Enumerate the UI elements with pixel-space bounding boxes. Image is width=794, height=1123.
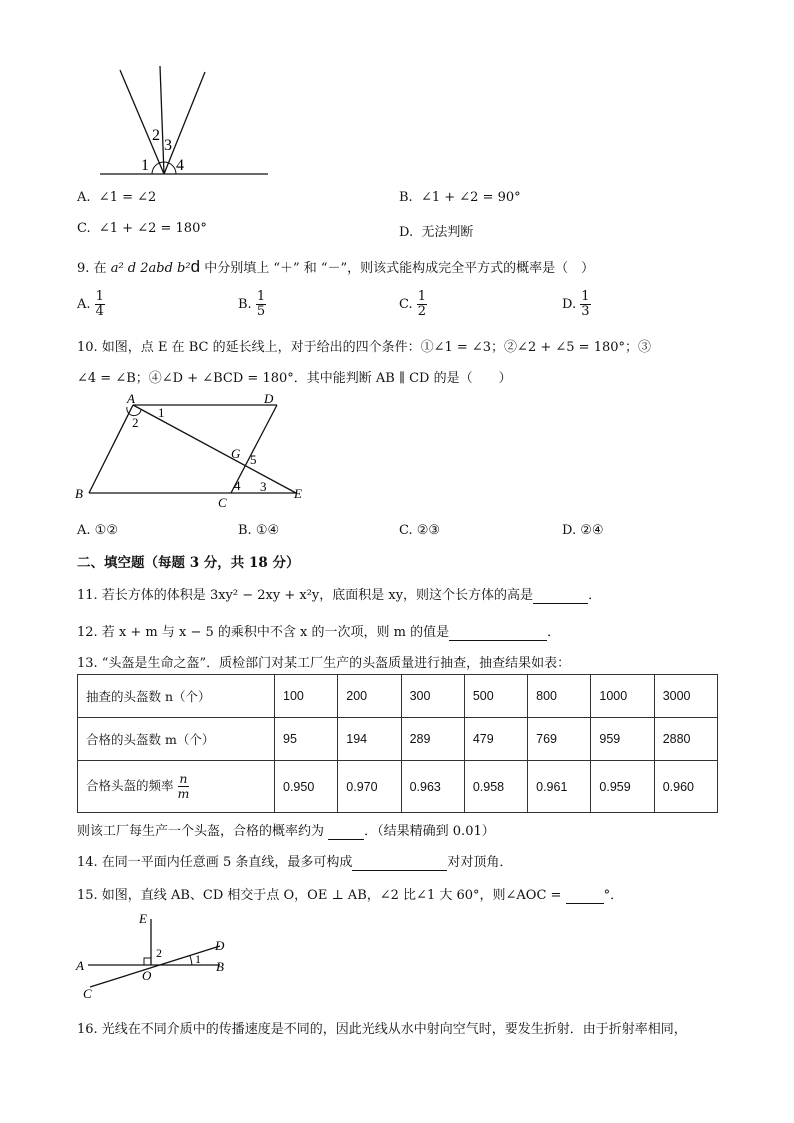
table-cell: 479 — [464, 718, 527, 761]
table-cell: 194 — [338, 718, 401, 761]
fig10-label-1: 1 — [158, 405, 165, 420]
q9-box-symbol: d — [190, 257, 201, 276]
table-row — [78, 675, 718, 718]
fig15-label-C: C — [83, 986, 92, 1001]
q10-option-d[interactable]: D. ②④ — [562, 523, 604, 538]
table-cell: 95 — [275, 718, 338, 761]
question-15: 15. 如图，直线 AB、CD 相交于点 O，OE ⊥ AB，∠2 比∠1 大 60°，则∠AOC = °． — [77, 888, 624, 903]
table-cell: 0.963 — [401, 761, 464, 813]
q12-answer-blank[interactable] — [449, 625, 547, 641]
fig10-label-C: C — [218, 495, 227, 510]
q10-option-b[interactable]: B. ①④ — [238, 523, 280, 538]
fig8-label-4: 4 — [176, 157, 184, 174]
q14-answer-blank[interactable] — [352, 855, 447, 871]
table-row-label: 抽查的头盔数 n（个） — [78, 675, 275, 718]
q9-option-c[interactable]: C. $\frac{1}{2}$ — [399, 289, 427, 319]
question-12: 12. 若 x + m 与 x − 5 的乘积中不含 x 的一次项，则 m 的值是 ． — [77, 625, 561, 640]
fig8-label-2: 2 — [152, 127, 160, 144]
fig15-label-E: E — [139, 911, 147, 926]
table-row — [78, 761, 718, 813]
fig10-label-4: 4 — [234, 478, 241, 493]
fig15-label-2: 2 — [156, 946, 162, 960]
question-16: 16. 光线在不同介质中的传播速度是不同的，因此光线从水中射向空气时，要发生折射．由于折射率相同， — [77, 1022, 687, 1037]
table-cell: 959 — [591, 718, 654, 761]
table-cell: 0.959 — [591, 761, 654, 813]
fig10-label-5: 5 — [250, 452, 257, 467]
q9-option-d[interactable]: D. $\frac{1}{3}$ — [562, 289, 590, 319]
q8-option-b[interactable]: B. ∠1 + ∠2 = 90° — [399, 190, 521, 205]
question-9-stem: 9. 在 a² d 2abd b²d 中分别填上 “＋” 和 “－”，则该式能构成完全平方式的概率是（ ） — [77, 257, 595, 276]
table-cell: 1000 — [591, 675, 654, 718]
question-10-line-2: ∠4 = ∠B；④∠D + ∠BCD = 180°．其中能判断 AB ∥ CD 的是（ ） — [77, 371, 512, 386]
angle-figure-q8 — [100, 66, 275, 178]
fig15-label-D: D — [215, 938, 225, 953]
fig10-label-A: A — [127, 391, 135, 406]
table-row-label: 合格头盔的频率 $\frac{n}{m}$ — [78, 761, 275, 813]
q15-answer-blank[interactable] — [566, 888, 604, 904]
q9-option-a[interactable]: A. $\frac{1}{4}$ — [77, 289, 104, 319]
q13-answer-blank[interactable] — [328, 824, 364, 840]
q8-option-a[interactable]: A. ∠1 = ∠2 — [77, 190, 157, 205]
fig10-label-D: D — [264, 391, 274, 406]
fig15-label-O: O — [142, 968, 152, 983]
q8-option-d[interactable]: D. 无法判断 — [399, 225, 474, 240]
table-cell: 2880 — [654, 718, 717, 761]
table-cell: 0.958 — [464, 761, 527, 813]
question-13-followup: 则该工厂每生产一个头盔，合格的概率约为 ．（结果精确到 0.01） — [77, 824, 495, 839]
fig10-label-2: 2 — [132, 415, 139, 430]
fig15-label-B: B — [216, 959, 224, 974]
table-cell: 300 — [401, 675, 464, 718]
table-row — [78, 718, 718, 761]
q11-answer-blank[interactable] — [533, 588, 588, 604]
table-cell: 0.970 — [338, 761, 401, 813]
parallelogram-figure-q10 — [70, 390, 315, 515]
table-cell: 0.961 — [528, 761, 591, 813]
table-cell: 800 — [528, 675, 591, 718]
q8-option-c[interactable]: C. ∠1 + ∠2 = 180° — [77, 221, 207, 236]
fig10-label-3: 3 — [260, 479, 267, 494]
table-cell: 3000 — [654, 675, 717, 718]
table-cell: 289 — [401, 718, 464, 761]
table-cell: 0.960 — [654, 761, 717, 813]
question-11: 11. 若长方体的体积是 3xy² − 2xy + x²y，底面积是 xy，则这个长方体的高是 ． — [77, 588, 602, 603]
table-row-label: 合格的头盔数 m（个） — [78, 718, 275, 761]
q9-option-b[interactable]: B. $\frac{1}{5}$ — [238, 289, 266, 319]
fig8-label-3: 3 — [164, 137, 172, 154]
section-2-heading: 二、填空题（每题 3 分，共 18 分） — [77, 555, 300, 571]
fig10-label-E: E — [294, 486, 302, 501]
fig15-label-1: 1 — [195, 952, 201, 966]
table-cell: 200 — [338, 675, 401, 718]
table-cell: 100 — [275, 675, 338, 718]
fig15-label-A: A — [76, 958, 84, 973]
question-14: 14. 在同一平面内任意画 5 条直线，最多可构成 对对顶角． — [77, 855, 513, 870]
table-cell: 0.950 — [275, 761, 338, 813]
table-cell: 769 — [528, 718, 591, 761]
fig10-label-B: B — [75, 486, 83, 501]
question-10-line-1: 10. 如图，点 E 在 BC 的延长线上，对于给出的四个条件：①∠1 = ∠3；②∠2 + ∠5 = 180°；③ — [77, 340, 652, 355]
fig8-label-1: 1 — [141, 157, 149, 174]
table-cell: 500 — [464, 675, 527, 718]
question-13-intro: 13. “头盔是生命之盔”．质检部门对某工厂生产的头盔质量进行抽查，抽查结果如表： — [77, 656, 571, 671]
q10-option-c[interactable]: C. ②③ — [399, 523, 441, 538]
q9-expression: a² d 2abd b² — [110, 261, 191, 276]
helmet-inspection-table — [77, 674, 718, 813]
fig10-label-G: G — [231, 446, 241, 461]
intersecting-lines-figure-q15 — [72, 905, 247, 1005]
q10-option-a[interactable]: A. ①② — [77, 523, 118, 538]
